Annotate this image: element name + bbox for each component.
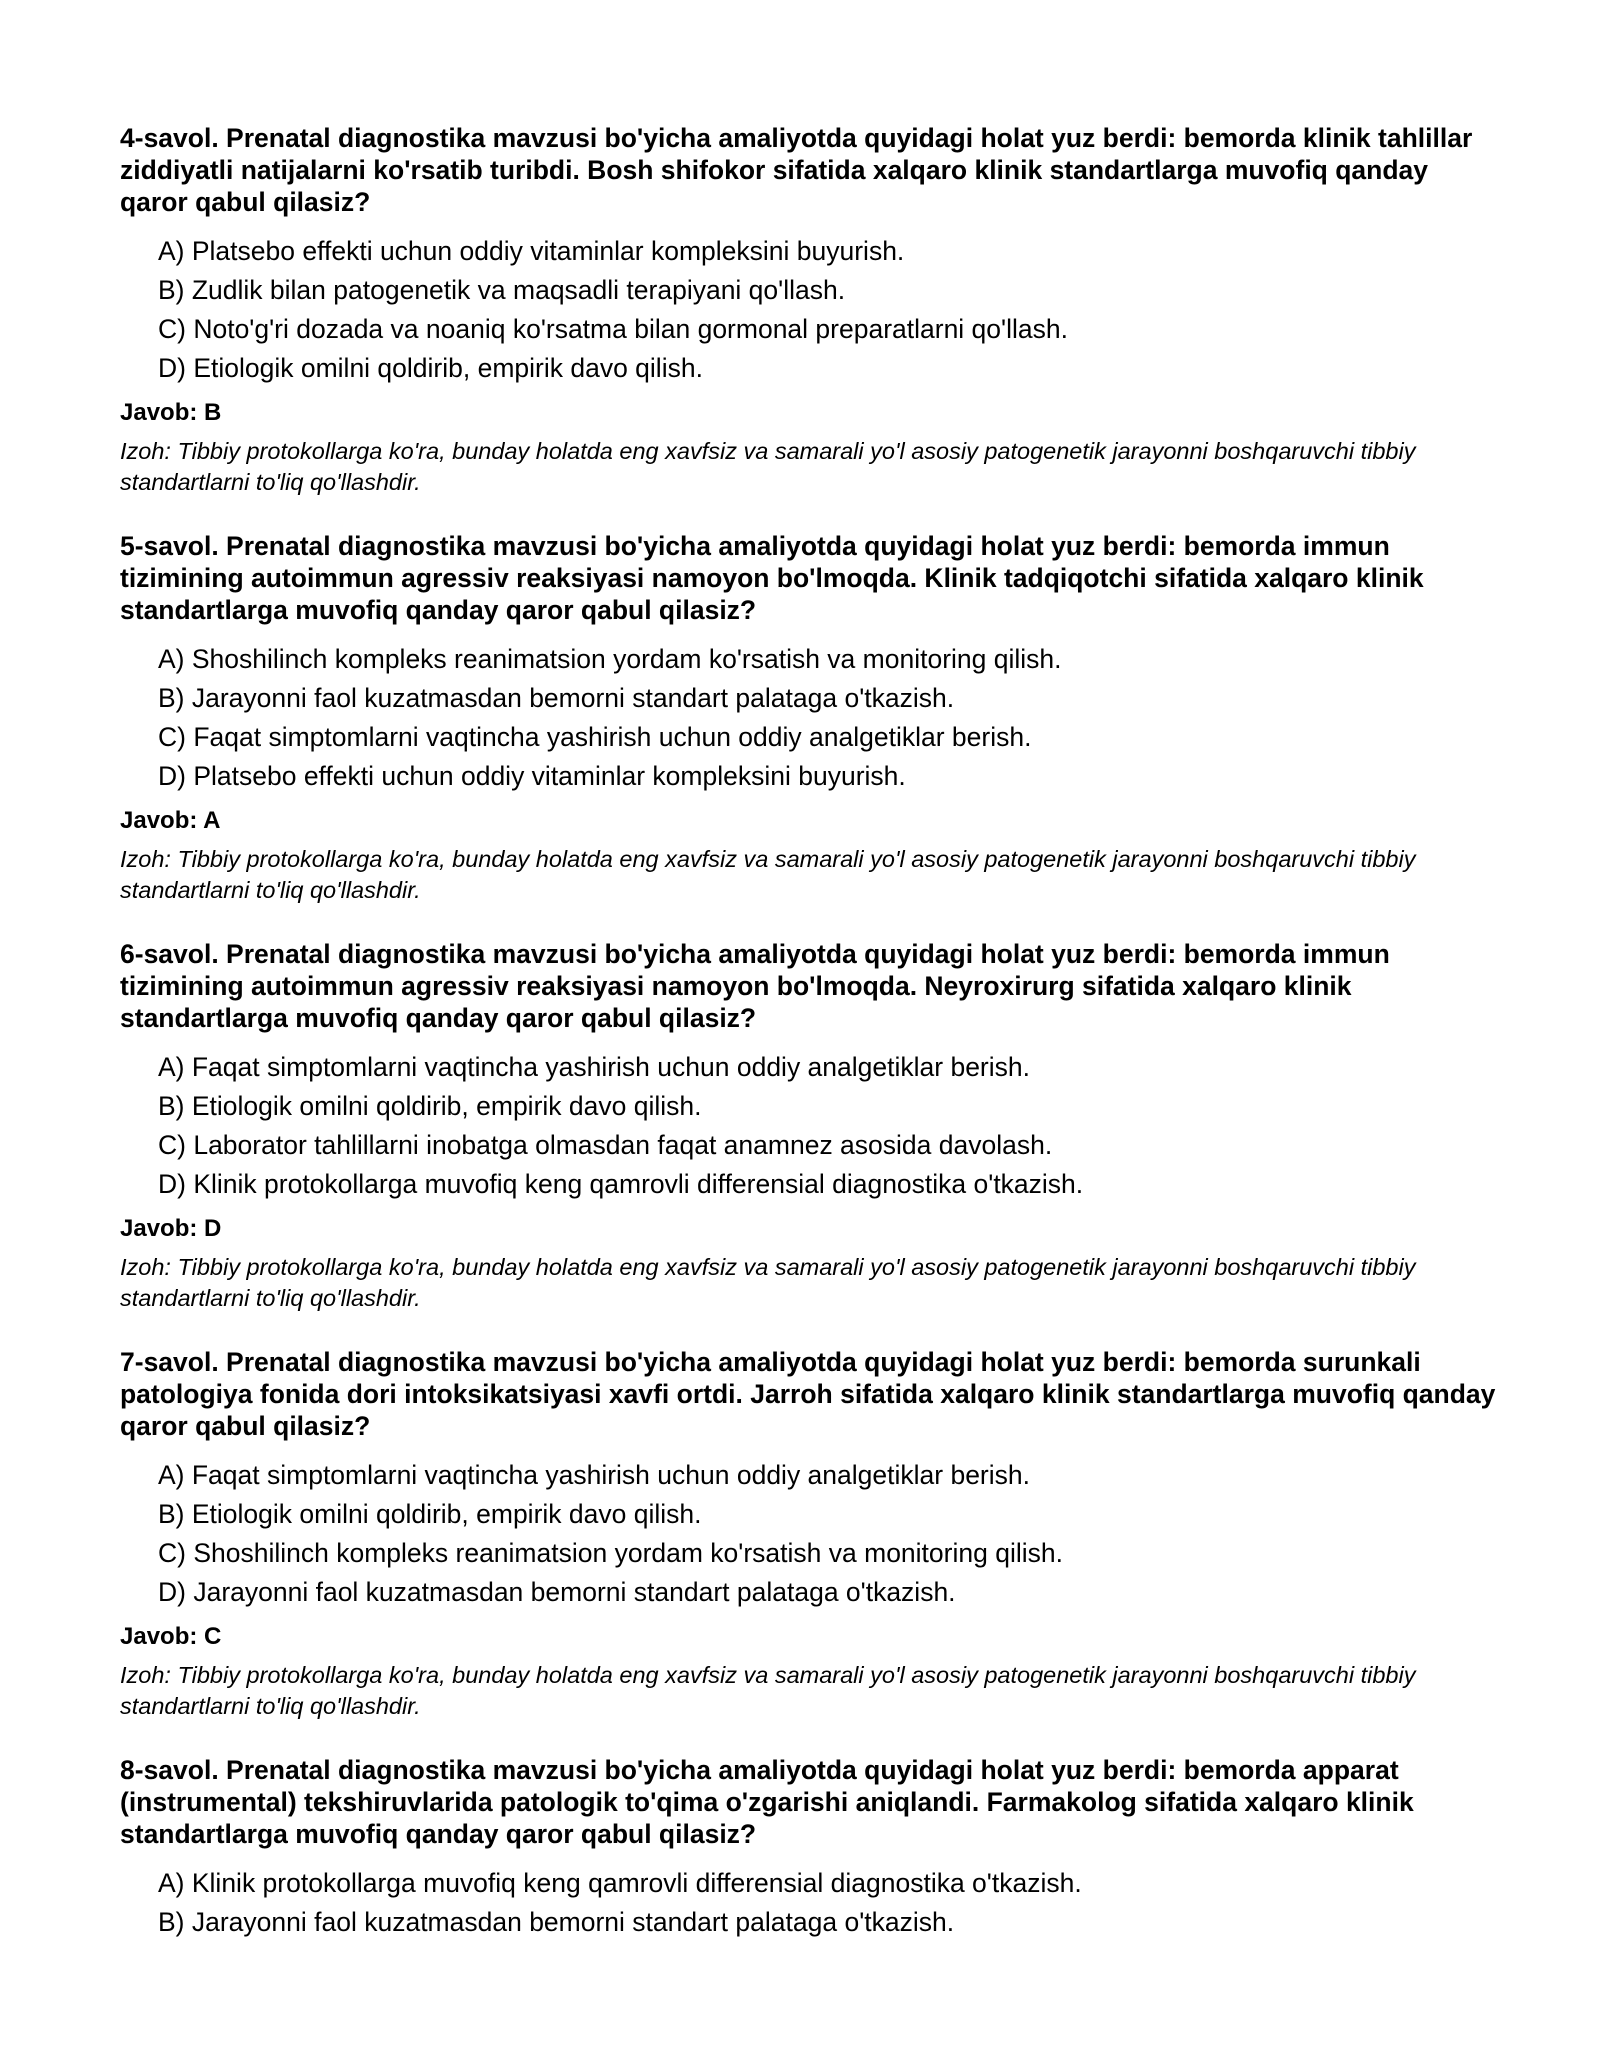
option-b: B) Jarayonni faol kuzatmasdan bemorni standart palataga o'tkazish. [158, 1907, 955, 1937]
option-a: A) Shoshilinch kompleks reanimatsion yordam ko'rsatish va monitoring qilish. [158, 644, 1062, 674]
options-list [120, 1456, 1500, 1612]
answer: Javob: B [120, 399, 222, 426]
options-list [120, 232, 1500, 388]
explanation: Izoh: Tibbiy protokollarga ko'ra, bunday holatda eng xavfsiz va samarali yo'l asosiy patogenetik jarayonni boshqaruvchi tibbiy standartlarni to'liq qo'llashdir. [120, 1662, 1416, 1719]
option-a: A) Platsebo effekti uchun oddiy vitaminlar kompleksini buyurish. [158, 236, 905, 266]
option-c: C) Shoshilinch kompleks reanimatsion yordam ko'rsatish va monitoring qilish. [158, 1538, 1063, 1568]
explanation: Izoh: Tibbiy protokollarga ko'ra, bunday holatda eng xavfsiz va samarali yo'l asosiy patogenetik jarayonni boshqaruvchi tibbiy standartlarni to'liq qo'llashdir. [120, 846, 1416, 903]
option-d: D) Jarayonni faol kuzatmasdan bemorni standart palataga o'tkazish. [158, 1577, 956, 1607]
question-6 [120, 938, 1500, 1314]
options-list [120, 640, 1500, 796]
option-b: B) Jarayonni faol kuzatmasdan bemorni standart palataga o'tkazish. [158, 683, 955, 713]
option-b: B) Etiologik omilni qoldirib, empirik davo qilish. [158, 1091, 702, 1121]
question-5 [120, 530, 1500, 906]
options-list [120, 1048, 1500, 1204]
question-7 [120, 1346, 1500, 1722]
answer: Javob: C [120, 1623, 222, 1650]
question-title: 7-savol. Prenatal diagnostika mavzusi bo'yicha amaliyotda quyidagi holat yuz berdi: bemorda surunkali patologiya fonida dori intoksikatsiyasi xavfi ortdi. Jarroh sifatida xalqaro klinik standartlarga muvofiq qanday qaror qabul qilasiz? [120, 1347, 1496, 1441]
question-title: 5-savol. Prenatal diagnostika mavzusi bo'yicha amaliyotda quyidagi holat yuz berdi: bemorda immun tizimining autoimmun agressiv reaksiyasi namoyon bo'lmoqda. Klinik tadqiqotchi sifatida xalqaro klinik standartlarga muvofiq qanday qaror qabul qilasiz? [120, 531, 1424, 625]
question-4 [120, 122, 1500, 498]
question-8 [120, 1754, 1500, 1942]
option-a: A) Klinik protokollarga muvofiq keng qamrovli differensial diagnostika o'tkazish. [158, 1868, 1082, 1898]
option-d: D) Platsebo effekti uchun oddiy vitaminlar kompleksini buyurish. [158, 761, 906, 791]
option-b: B) Etiologik omilni qoldirib, empirik davo qilish. [158, 1499, 702, 1529]
option-c: C) Noto'g'ri dozada va noaniq ko'rsatma bilan gormonal preparatlarni qo'llash. [158, 314, 1068, 344]
option-b: B) Zudlik bilan patogenetik va maqsadli terapiyani qo'llash. [158, 275, 846, 305]
option-a: A) Faqat simptomlarni vaqtincha yashirish uchun oddiy analgetiklar berish. [158, 1460, 1030, 1490]
question-title: 6-savol. Prenatal diagnostika mavzusi bo'yicha amaliyotda quyidagi holat yuz berdi: bemorda immun tizimining autoimmun agressiv reaksiyasi namoyon bo'lmoqda. Neyroxirurg sifatida xalqaro klinik standartlarga muvofiq qanday qaror qabul qilasiz? [120, 939, 1390, 1033]
option-c: C) Laborator tahlillarni inobatga olmasdan faqat anamnez asosida davolash. [158, 1130, 1053, 1160]
option-a: A) Faqat simptomlarni vaqtincha yashirish uchun oddiy analgetiklar berish. [158, 1052, 1030, 1082]
option-d: D) Etiologik omilni qoldirib, empirik davo qilish. [158, 353, 703, 383]
answer: Javob: A [120, 807, 221, 834]
question-title: 8-savol. Prenatal diagnostika mavzusi bo'yicha amaliyotda quyidagi holat yuz berdi: bemorda apparat (instrumental) tekshiruvlarida patologik to'qima o'zgarishi aniqlandi. Farmakolog sifatida xalqaro klinik standartlarga muvofiq qanday qaror qabul qilasiz? [120, 1755, 1414, 1849]
explanation: Izoh: Tibbiy protokollarga ko'ra, bunday holatda eng xavfsiz va samarali yo'l asosiy patogenetik jarayonni boshqaruvchi tibbiy standartlarni to'liq qo'llashdir. [120, 438, 1416, 495]
question-title: 4-savol. Prenatal diagnostika mavzusi bo'yicha amaliyotda quyidagi holat yuz berdi: bemorda klinik tahlillar ziddiyatli natijalarni ko'rsatib turibdi. Bosh shifokor sifatida xalqaro klinik standartlarga muvofiq qanday qaror qabul qilasiz? [120, 123, 1473, 217]
options-list [120, 1864, 1500, 1942]
option-c: C) Faqat simptomlarni vaqtincha yashirish uchun oddiy analgetiklar berish. [158, 722, 1032, 752]
answer: Javob: D [120, 1215, 222, 1242]
explanation: Izoh: Tibbiy protokollarga ko'ra, bunday holatda eng xavfsiz va samarali yo'l asosiy patogenetik jarayonni boshqaruvchi tibbiy standartlarni to'liq qo'llashdir. [120, 1254, 1416, 1311]
option-d: D) Klinik protokollarga muvofiq keng qamrovli differensial diagnostika o'tkazish. [158, 1169, 1084, 1199]
